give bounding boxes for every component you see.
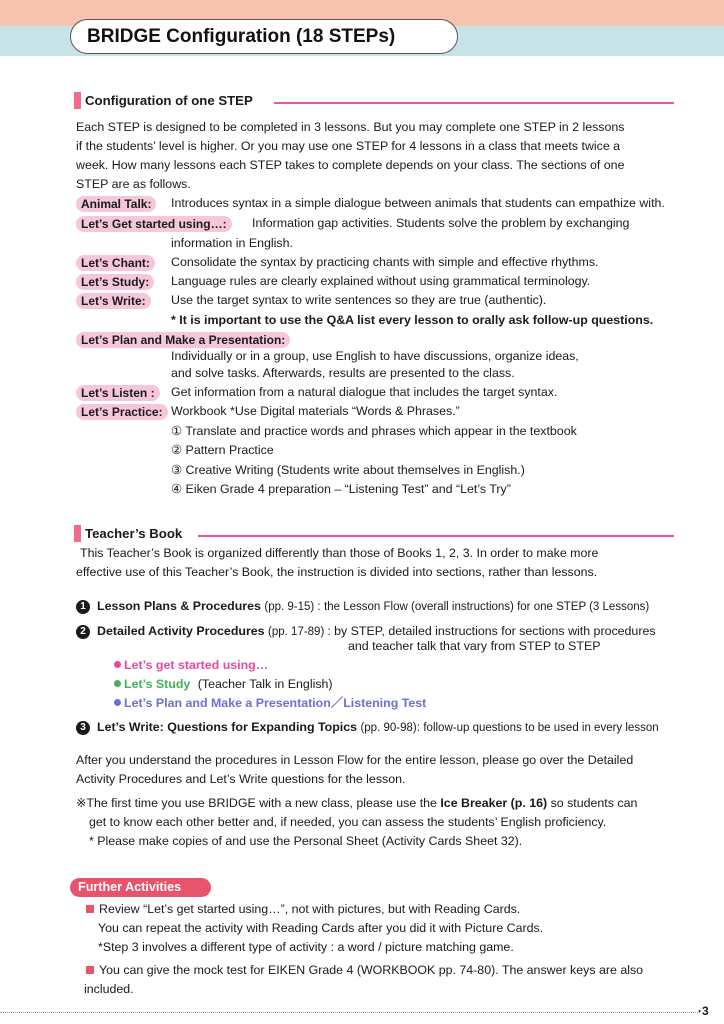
heading-marker (74, 525, 81, 542)
further-item-2 (86, 961, 686, 999)
bullet-text: Let’s Study (124, 677, 191, 691)
note-text: ※The first time you use BRIDGE with a new class, please use the (76, 796, 441, 810)
desc-lets-get-started-2: information in English. (171, 236, 293, 250)
text-line (76, 794, 676, 813)
point-lesson-plans (97, 597, 649, 617)
tag-lets-get-started: Let’s Get started using…: (76, 216, 232, 232)
sub-bullet-lets-study (114, 675, 333, 694)
heading-rule (274, 102, 674, 104)
heading-marker (74, 92, 81, 109)
heading-rule (198, 535, 674, 537)
bullet-dot (114, 699, 121, 706)
tag-lets-listen: Let’s Listen : (76, 385, 160, 401)
number-badge-2: 2 (76, 625, 90, 639)
point-title: Let’s Write: Questions for Expanding Topics (97, 720, 357, 734)
tag-lets-practice: Let’s Practice: (76, 404, 168, 420)
note-bold: Ice Breaker (p. 16) (440, 796, 548, 810)
square-bullet-icon (86, 966, 94, 974)
point-desc: by STEP, detailed instructions for sections with procedures (334, 624, 656, 638)
bullet-text: Let’s get started using… (124, 658, 269, 672)
page-number-value: 3 (702, 1004, 709, 1018)
text-line: effective use of this Teacher’s Book, the instruction is divided into sections, rather than lessons. (76, 565, 598, 579)
desc-lets-plan: Individually or in a group, use English to have discussions, organize ideas, (171, 349, 579, 363)
text-line: This Teacher’s Book is organized differently than those of Books 1, 2, 3. In order to make more (80, 546, 599, 560)
text-line: week. How many lessons each STEP takes to complete depends on your class. The sections of one (76, 158, 625, 172)
bullet-text: Let’s Plan and Make a Presentation／Listening Test (124, 696, 427, 710)
footer-divider (0, 1012, 700, 1013)
point-pages: (pp. 17-89) : (268, 626, 331, 638)
section-heading-teachers-book (74, 524, 674, 544)
practice-sub-item: ① Translate and practice words and phrases which appear in the textbook (171, 424, 577, 438)
tag-lets-write: Let’s Write: (76, 293, 151, 309)
section-heading-configuration (74, 91, 674, 111)
text-line: STEP are as follows. (76, 177, 191, 191)
further-activities-heading: Further Activities (70, 878, 211, 897)
point-title: Lesson Plans & Procedures (97, 599, 261, 613)
after-procedures-text (76, 751, 676, 789)
page-number: ·3 (698, 1004, 709, 1018)
item-text: Review “Let’s get started using…”, not with pictures, but with Reading Cards. (99, 902, 521, 916)
ice-breaker-note (76, 794, 676, 851)
item-text: You can give the mock test for EIKEN Grade 4 (WORKBOOK pp. 74-80). The answer keys are also (99, 963, 644, 977)
desc-lets-plan-2: and solve tasks. Afterwards, results are presented to the class. (171, 366, 515, 380)
desc-lets-practice: Workbook *Use Digital materials “Words & Phrases.” (171, 404, 460, 418)
desc-lets-write: Use the target syntax to write sentences so they are true (authentic). (171, 293, 547, 307)
desc-animal-talk: Introduces syntax in a simple dialogue between animals that students can empathize with. (171, 196, 665, 210)
desc-lets-study: Language rules are clearly explained without using grammatical terminology. (171, 274, 591, 288)
sub-bullet-get-started (114, 656, 268, 675)
text-line (86, 961, 686, 980)
text-line: *Step 3 involves a different type of activity : a word / picture matching game. (98, 940, 514, 954)
practice-sub-item: ③ Creative Writing (Students write about themselves in English.) (171, 463, 525, 477)
point-pages: (pp. 90-98): (360, 722, 420, 734)
page-title: BRIDGE Configuration (18 STEPs) (87, 26, 396, 47)
tag-lets-chant: Let’s Chant: (76, 255, 155, 271)
number-badge-3: 3 (76, 721, 90, 735)
note-lets-write: * It is important to use the Q&A list every lesson to orally ask follow-up questions. (171, 313, 654, 327)
text-line: * Please make copies of and use the Personal Sheet (Activity Cards Sheet 32). (89, 834, 523, 848)
config-intro (76, 118, 676, 194)
desc-lets-get-started: Information gap activities. Students solve the problem by exchanging (252, 216, 630, 230)
point-lets-write-questions (97, 718, 659, 738)
desc-lets-listen: Get information from a natural dialogue that includes the target syntax. (171, 385, 558, 399)
bullet-dot (114, 661, 121, 668)
text-line: included. (84, 982, 134, 996)
point-desc: the Lesson Flow (overall instructions) for one STEP (3 Lessons) (324, 601, 650, 613)
further-item-1 (86, 900, 686, 957)
text-line: After you understand the procedures in Lesson Flow for the entire lesson, please go over the Detailed (76, 753, 634, 767)
tag-animal-talk: Animal Talk: (76, 196, 156, 212)
desc-lets-chant: Consolidate the syntax by practicing chants with simple and effective rhythms. (171, 255, 599, 269)
point-title: Detailed Activity Procedures (97, 624, 265, 638)
point-pages: (pp. 9-15) : (264, 601, 321, 613)
sub-bullet-lets-plan (114, 694, 426, 713)
number-badge-1: 1 (76, 600, 90, 614)
practice-sub-item: ② Pattern Practice (171, 443, 274, 457)
point-desc: follow-up questions to be used in every lesson (423, 722, 659, 734)
tag-lets-plan: Let’s Plan and Make a Presentation: (76, 332, 290, 348)
text-line (86, 900, 686, 919)
section-heading-label: Teacher’s Book (85, 526, 183, 541)
text-line: You can repeat the activity with Reading Cards after you did it with Picture Cards. (98, 921, 544, 935)
text-line: Activity Procedures and Let’s Write questions for the lesson. (76, 772, 406, 786)
bullet-dot (114, 680, 121, 687)
page-title-pill (70, 19, 458, 54)
note-text: so students can (547, 796, 638, 810)
text-line: get to know each other better and, if needed, you can assess the students’ English proficiency. (89, 815, 607, 829)
square-bullet-icon (86, 905, 94, 913)
bullet-suffix: (Teacher Talk in English) (197, 677, 333, 691)
text-line: Each STEP is designed to be completed in 3 lessons. But you may complete one STEP in 2 lessons (76, 120, 625, 134)
teachers-book-intro (76, 544, 680, 582)
section-heading-label: Configuration of one STEP (85, 93, 253, 108)
text-line: if the students’ level is higher. Or you may use one STEP for 4 lessons in a class that meets twice a (76, 139, 621, 153)
point-desc-continued: and teacher talk that vary from STEP to STEP (348, 639, 601, 653)
tag-lets-study: Let’s Study: (76, 274, 154, 290)
practice-sub-item: ④ Eiken Grade 4 preparation – “Listening Test” and “Let’s Try” (171, 482, 511, 496)
